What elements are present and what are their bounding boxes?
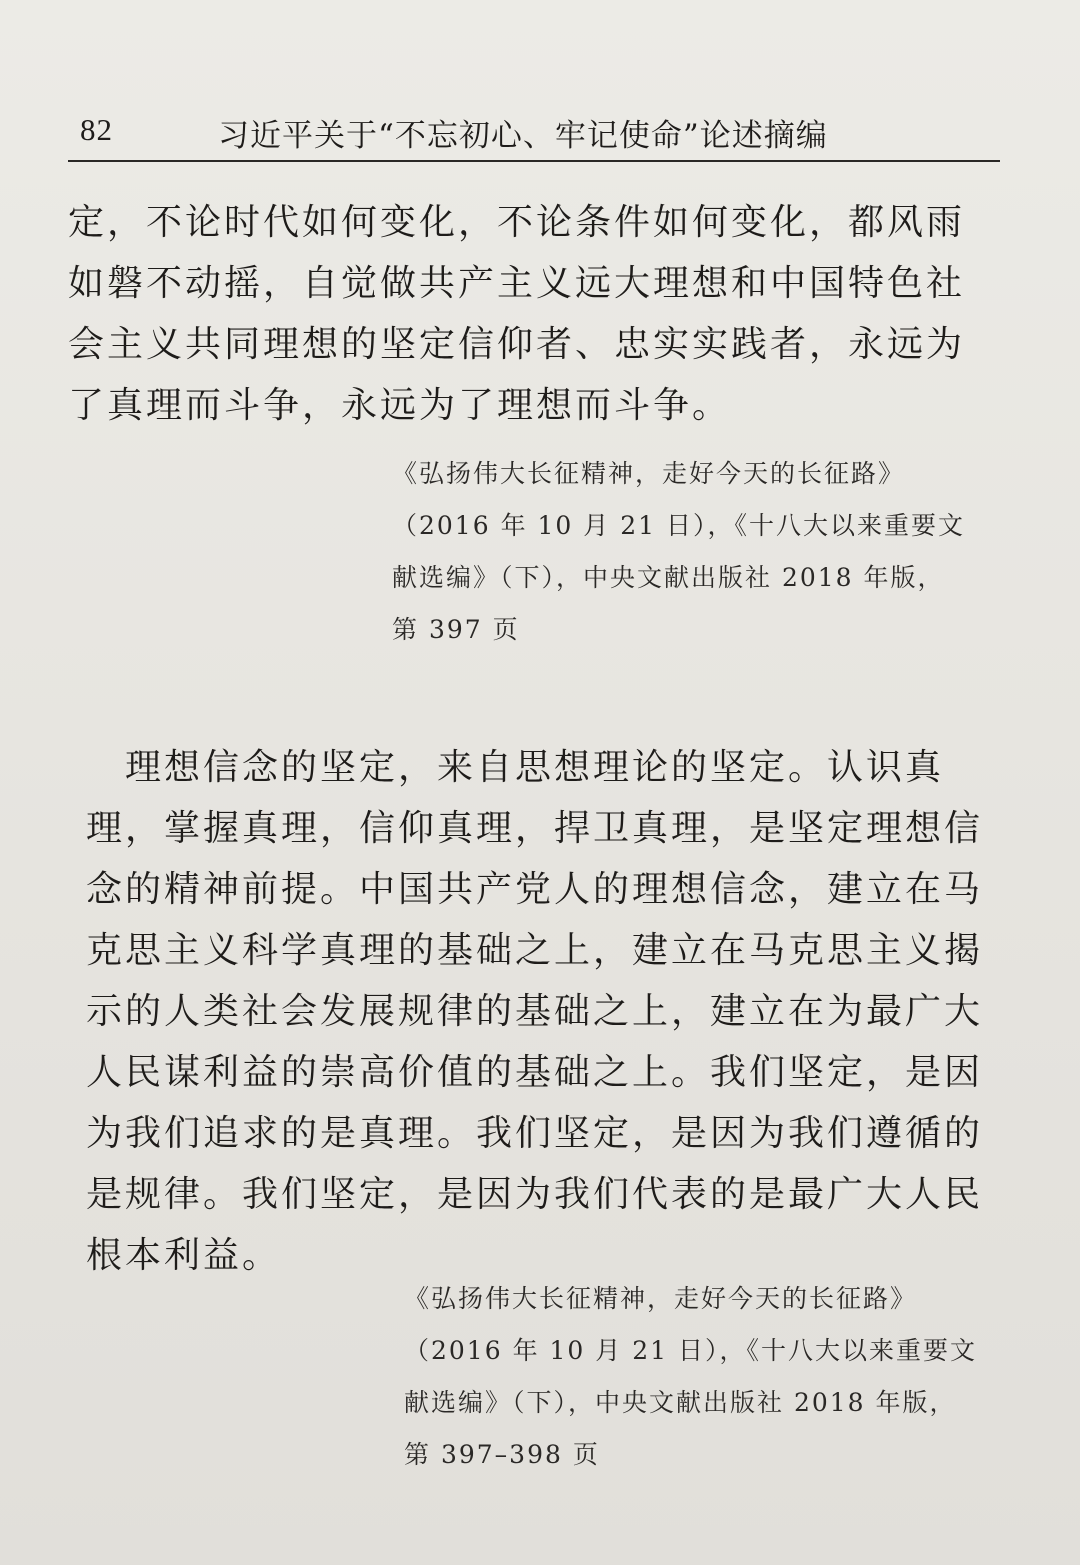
page-header [68,108,1000,156]
citation-line: 献选编》（下），中央文献出版社 2018 年版， [392,563,945,592]
paragraph-2 [86,737,983,1286]
header-divider [68,160,1000,162]
citation-1 [392,448,965,656]
paragraph-1 [68,192,965,436]
text-line: 克思主义科学真理的基础之上，建立在马克思主义揭 [86,930,984,971]
text-line: 是规律。我们坚定，是因为我们代表的是最广大人民 [86,1174,984,1215]
citation-line: 《弘扬伟大长征精神，走好今天的长征路》 [392,459,906,488]
text-line: 会主义共同理想的坚定信仰者、忠实实践者，永远为 [68,324,966,365]
text-line: 了真理而斗争，永远为了理想而斗争。 [68,385,732,426]
text-line: 人民谋利益的崇高价值的基础之上。我们坚定，是因 [86,1052,984,1093]
text-line: 示的人类社会发展规律的基础之上，建立在为最广大 [86,991,984,1032]
text-line: 为我们追求的是真理。我们坚定，是因为我们遵循的 [86,1113,984,1154]
text-line: 念的精神前提。中国共产党人的理想信念，建立在马 [86,869,984,910]
text-line: 理想信念的坚定，来自思想理论的坚定。认识真 [86,747,945,788]
citation-line: （2016 年 10 月 21 日），《十八大以来重要文 [392,511,965,540]
citation-line: （2016 年 10 月 21 日），《十八大以来重要文 [404,1336,977,1365]
text-line: 理，掌握真理，信仰真理，捍卫真理，是坚定理想信 [86,808,984,849]
citation-2 [404,1273,977,1481]
running-title: 习近平关于“不忘初心、牢记使命”论述摘编 [218,118,828,154]
text-line: 根本利益。 [86,1235,282,1276]
citation-line: 《弘扬伟大长征精神，走好今天的长征路》 [404,1284,918,1313]
citation-line: 第 397 页 [392,615,520,644]
citation-line: 献选编》（下），中央文献出版社 2018 年版， [404,1388,957,1417]
text-line: 定，不论时代如何变化，不论条件如何变化，都风雨 [68,202,966,243]
text-line: 如磐不动摇，自觉做共产主义远大理想和中国特色社 [68,263,966,304]
page-number: 82 [80,112,113,147]
citation-line: 第 397–398 页 [404,1440,600,1469]
